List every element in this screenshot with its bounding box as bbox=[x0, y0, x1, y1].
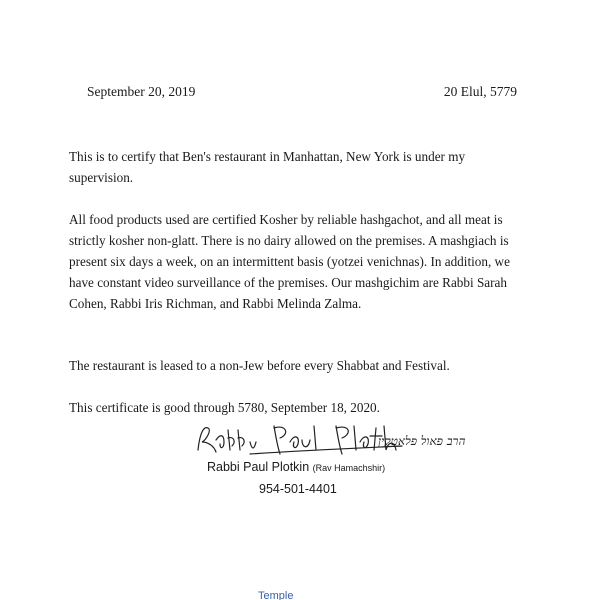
footer-link[interactable]: Temple bbox=[258, 590, 294, 600]
signer-name-line bbox=[207, 460, 385, 474]
signer-phone: 954-501-4401 bbox=[259, 482, 337, 496]
dateline bbox=[87, 84, 517, 100]
hebrew-signature-text: הרב פאול פלאטקין bbox=[378, 434, 466, 448]
lease-paragraph: The restaurant is leased to a non-Jew before every Shabbat and Festival. bbox=[69, 358, 450, 373]
supervision-details-paragraph: All food products used are certified Kosher by reliable hashgachot, and all meat is strictly kosher non-glatt. There is no dairy allowed on the premises. A mashgiach is present six days a week, on an intermittent basis (yotzei venichnas). In addition, we have constant video surveillance of the premises. Our mashgichim are Rabbi Sarah Cohen, Rabbi Iris Richman, and Rabbi Melinda Zalma. bbox=[69, 212, 510, 311]
hebrew-date: 20 Elul, 5779 bbox=[443, 84, 517, 99]
signer-title: (Rav Hamachshir) bbox=[312, 463, 386, 473]
handwritten-signature bbox=[190, 420, 530, 460]
certification-paragraph: This is to certify that Ben's restaurant in Manhattan, New York is under my supervision. bbox=[69, 149, 466, 185]
signer-name: Rabbi Paul Plotkin bbox=[207, 460, 310, 474]
gregorian-date: September 20, 2019 bbox=[87, 84, 196, 99]
validity-paragraph: This certificate is good through 5780, September 18, 2020. bbox=[69, 400, 380, 415]
signature-scribble-icon bbox=[190, 420, 530, 460]
